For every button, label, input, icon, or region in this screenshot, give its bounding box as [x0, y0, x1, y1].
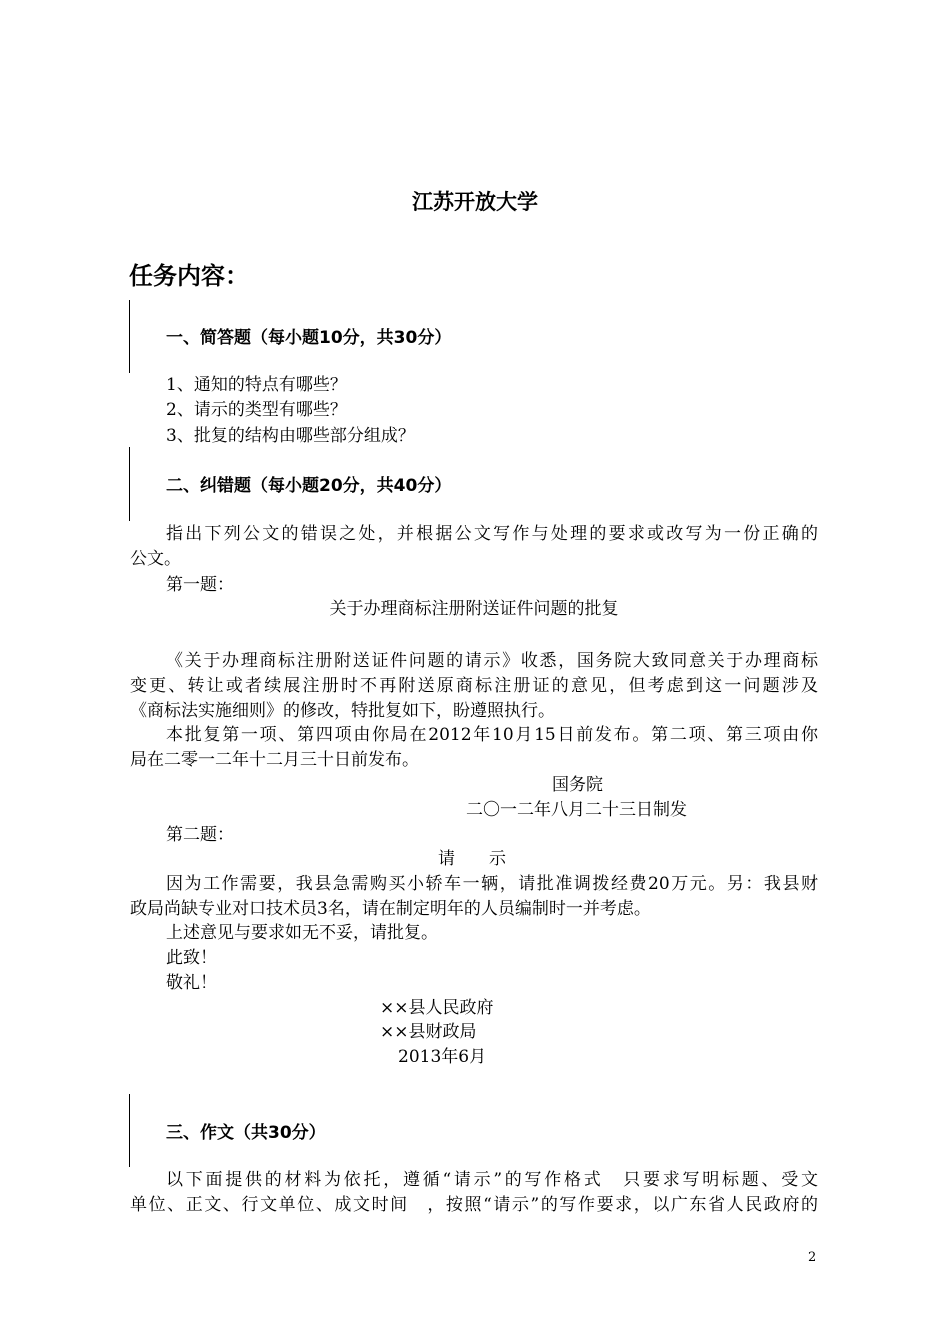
q2-closing2: 敬礼！	[166, 973, 217, 993]
section3-paragraph-line1: 以下面提供的材料为依托，遵循“请示”的写作格式 只要求写明标题、受文	[166, 1170, 818, 1190]
section-marker-bar	[129, 300, 130, 373]
q2-paragraph2: 上述意见与要求如无不妥，请批复。	[166, 923, 438, 943]
q2-paragraph1-line1: 因为工作需要，我县急需购买小轿车一辆，请批准调拨经费20万元。另：我县财	[166, 874, 818, 894]
section2-heading: 二、纠错题（每小题20分，共40分）	[166, 476, 452, 496]
q1-date: 二〇一二年八月二十三日制发	[466, 800, 687, 820]
task-heading: 任务内容：	[129, 262, 249, 290]
q1-paragraph1-line3: 《商标法实施细则》的修改，特批复如下，盼遵照执行。	[130, 701, 555, 721]
question-1: 1、通知的特点有哪些？	[166, 375, 347, 395]
q1-paragraph1-line1: 《关于办理商标注册附送证件问题的请示》收悉，国务院大致同意关于办理商标	[166, 651, 818, 671]
section3-paragraph-line2: 单位、正文、行文单位、成文时间 ，按照“请示”的写作要求，以广东省人民政府的	[130, 1195, 818, 1215]
q1-signer: 国务院	[552, 775, 603, 795]
q2-closing1: 此致！	[166, 948, 217, 968]
section1-heading: 一、简答题（每小题10分，共30分）	[166, 328, 452, 348]
section3-heading: 三、作文（共30分）	[166, 1123, 326, 1143]
section2-intro-line2: 公文。	[130, 549, 181, 569]
q2-title: 请 示	[438, 849, 506, 869]
q1-paragraph2-line2: 局在二零一二年十二月三十日前发布。	[130, 750, 419, 770]
q1-label: 第一题：	[166, 575, 234, 595]
q1-title: 关于办理商标注册附送证件问题的批复	[329, 599, 619, 619]
section-marker-bar	[129, 1094, 130, 1167]
q2-date: 2013年6月	[398, 1047, 487, 1067]
question-3: 3、批复的结构由哪些部分组成？	[166, 426, 415, 446]
q2-paragraph1-line2: 政局尚缺专业对口技术员3名，请在制定明年的人员编制时一并考虑。	[130, 899, 651, 919]
q1-paragraph2-line1: 本批复第一项、第四项由你局在2012年10月15日前发布。第二项、第三项由你	[166, 725, 818, 745]
document-title: 江苏开放大学	[412, 190, 538, 214]
q2-signer1: ××县人民政府	[380, 998, 494, 1018]
q1-paragraph1-line2: 变更、转让或者续展注册时不再附送原商标注册证的意见，但考虑到这一问题涉及	[130, 676, 818, 696]
q2-label: 第二题：	[166, 825, 234, 845]
section-marker-bar	[129, 447, 130, 521]
page-number: 2	[808, 1250, 817, 1265]
q2-signer2: ××县财政局	[380, 1022, 477, 1042]
section2-intro-line1: 指出下列公文的错误之处，并根据公文写作与处理的要求或改写为一份正确的	[166, 524, 818, 544]
question-2: 2、请示的类型有哪些？	[166, 400, 347, 420]
